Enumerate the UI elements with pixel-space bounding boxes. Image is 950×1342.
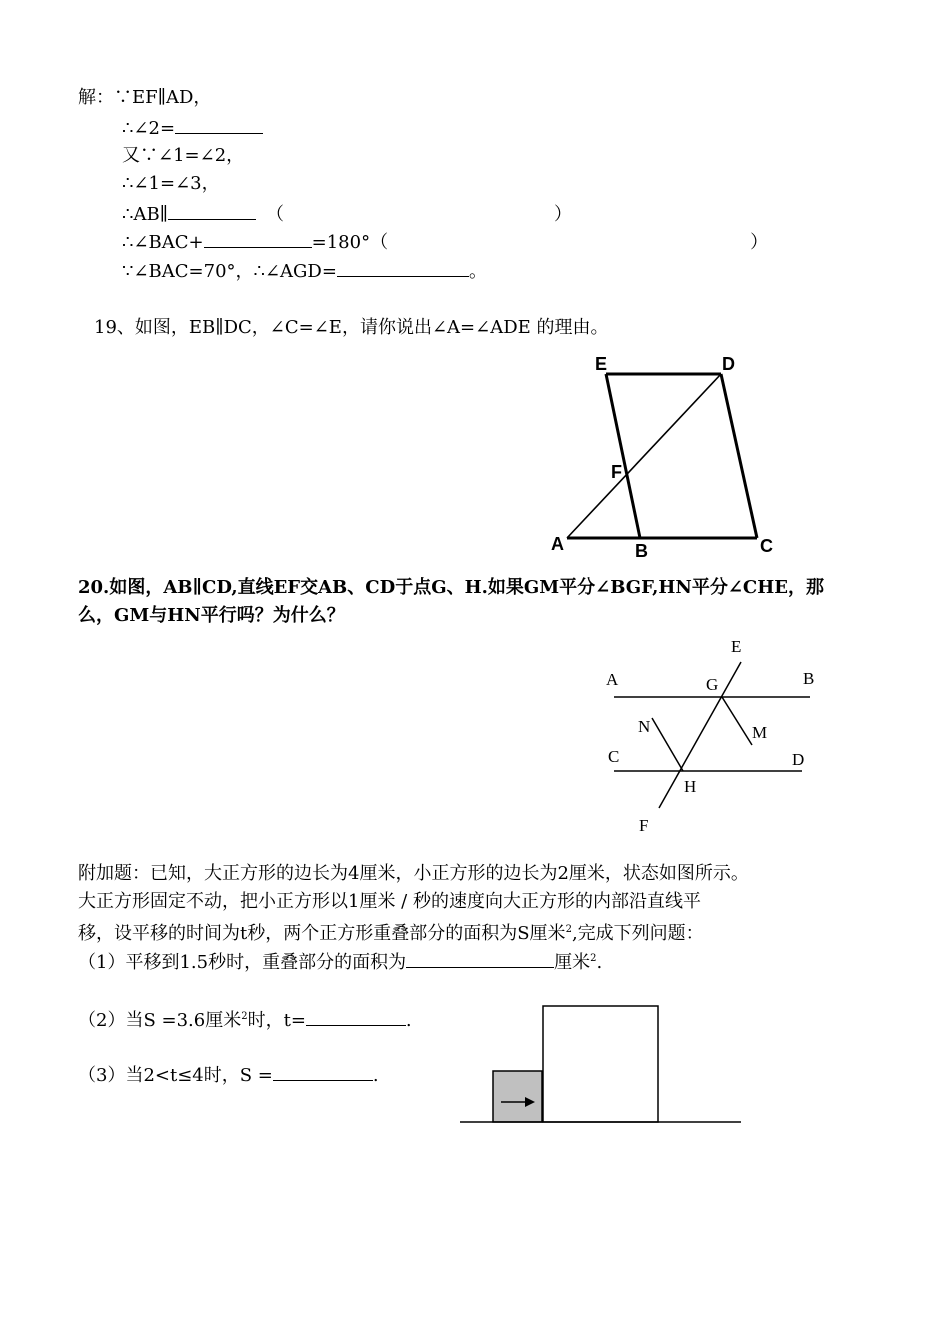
answer-blank[interactable] <box>273 1062 373 1081</box>
ray-HN <box>652 718 683 771</box>
label-B: B <box>635 541 648 561</box>
solution-line-2: ∴∠2= <box>122 115 263 141</box>
label-F: F <box>611 462 622 482</box>
bonus-diagram <box>460 1006 741 1122</box>
ray-GM <box>722 697 752 745</box>
solution-line-4: ∴∠1=∠3， <box>122 173 220 194</box>
solution-line-5: ∴AB∥ （ ） <box>122 201 572 227</box>
solution-line-7: ∵∠BAC=70°，∴∠AGD= 。 <box>122 258 487 284</box>
label-F: F <box>639 816 649 835</box>
label-M: M <box>752 723 768 742</box>
label-D: D <box>722 354 735 374</box>
bonus-line-3: 移，设平移的时间为t秒，两个正方形重叠部分的面积为S厘米$^2$,完成下列问题： <box>78 923 704 944</box>
label-E: E <box>595 354 608 374</box>
label-A: A <box>551 534 564 554</box>
bonus-line-2: 大正方形固定不动，把小正方形以1厘米 / 秒的速度向大正方形的内部沿直线平 <box>78 891 701 912</box>
segment-AD <box>567 374 721 538</box>
label-B: B <box>803 669 815 688</box>
line-EF <box>659 662 741 808</box>
label-C: C <box>760 536 773 556</box>
solution-line-1: 解：∵EF∥AD， <box>78 87 212 108</box>
label-A: A <box>606 670 619 689</box>
label-C: C <box>608 747 620 766</box>
q19-text: 19、如图，EB∥DC，∠C=∠E，请你说出∠A=∠ADE 的理由。 <box>94 317 609 338</box>
solution-line-3: 又∵∠1=∠2， <box>122 145 245 166</box>
bonus-line-1: 附加题：已知，大正方形的边长为4厘米，小正方形的边长为2厘米，状态如图所示。 <box>78 863 749 884</box>
label-H: H <box>684 777 697 796</box>
label-G: G <box>706 675 719 694</box>
label-E: E <box>731 637 742 656</box>
bonus-part-2: （2）当S =3.6厘米$^2$时，t= . <box>78 1005 412 1033</box>
q20-line-2: 么，GM与HN平行吗？为什么？ <box>78 605 345 626</box>
small-square <box>493 1071 542 1122</box>
label-N: N <box>638 717 651 736</box>
bonus-part-3: （3）当2<t≤4时，S = . <box>78 1062 379 1088</box>
answer-blank[interactable] <box>406 949 554 968</box>
segment-EB <box>606 374 640 538</box>
segment-DC <box>721 374 757 538</box>
bonus-part-1: （1）平移到1.5秒时，重叠部分的面积为 厘米$^2$. <box>78 947 602 975</box>
large-square <box>543 1006 658 1122</box>
label-D: D <box>792 750 805 769</box>
answer-blank[interactable] <box>306 1007 406 1026</box>
q20-line-1: 20.如图，AB∥CD,直线EF交AB、CD于点G、H.如果GM平分∠BGF,HN平分∠CHE，那 <box>78 577 824 598</box>
solution-line-6: ∴∠BAC+ =180°（ ） <box>122 229 768 255</box>
